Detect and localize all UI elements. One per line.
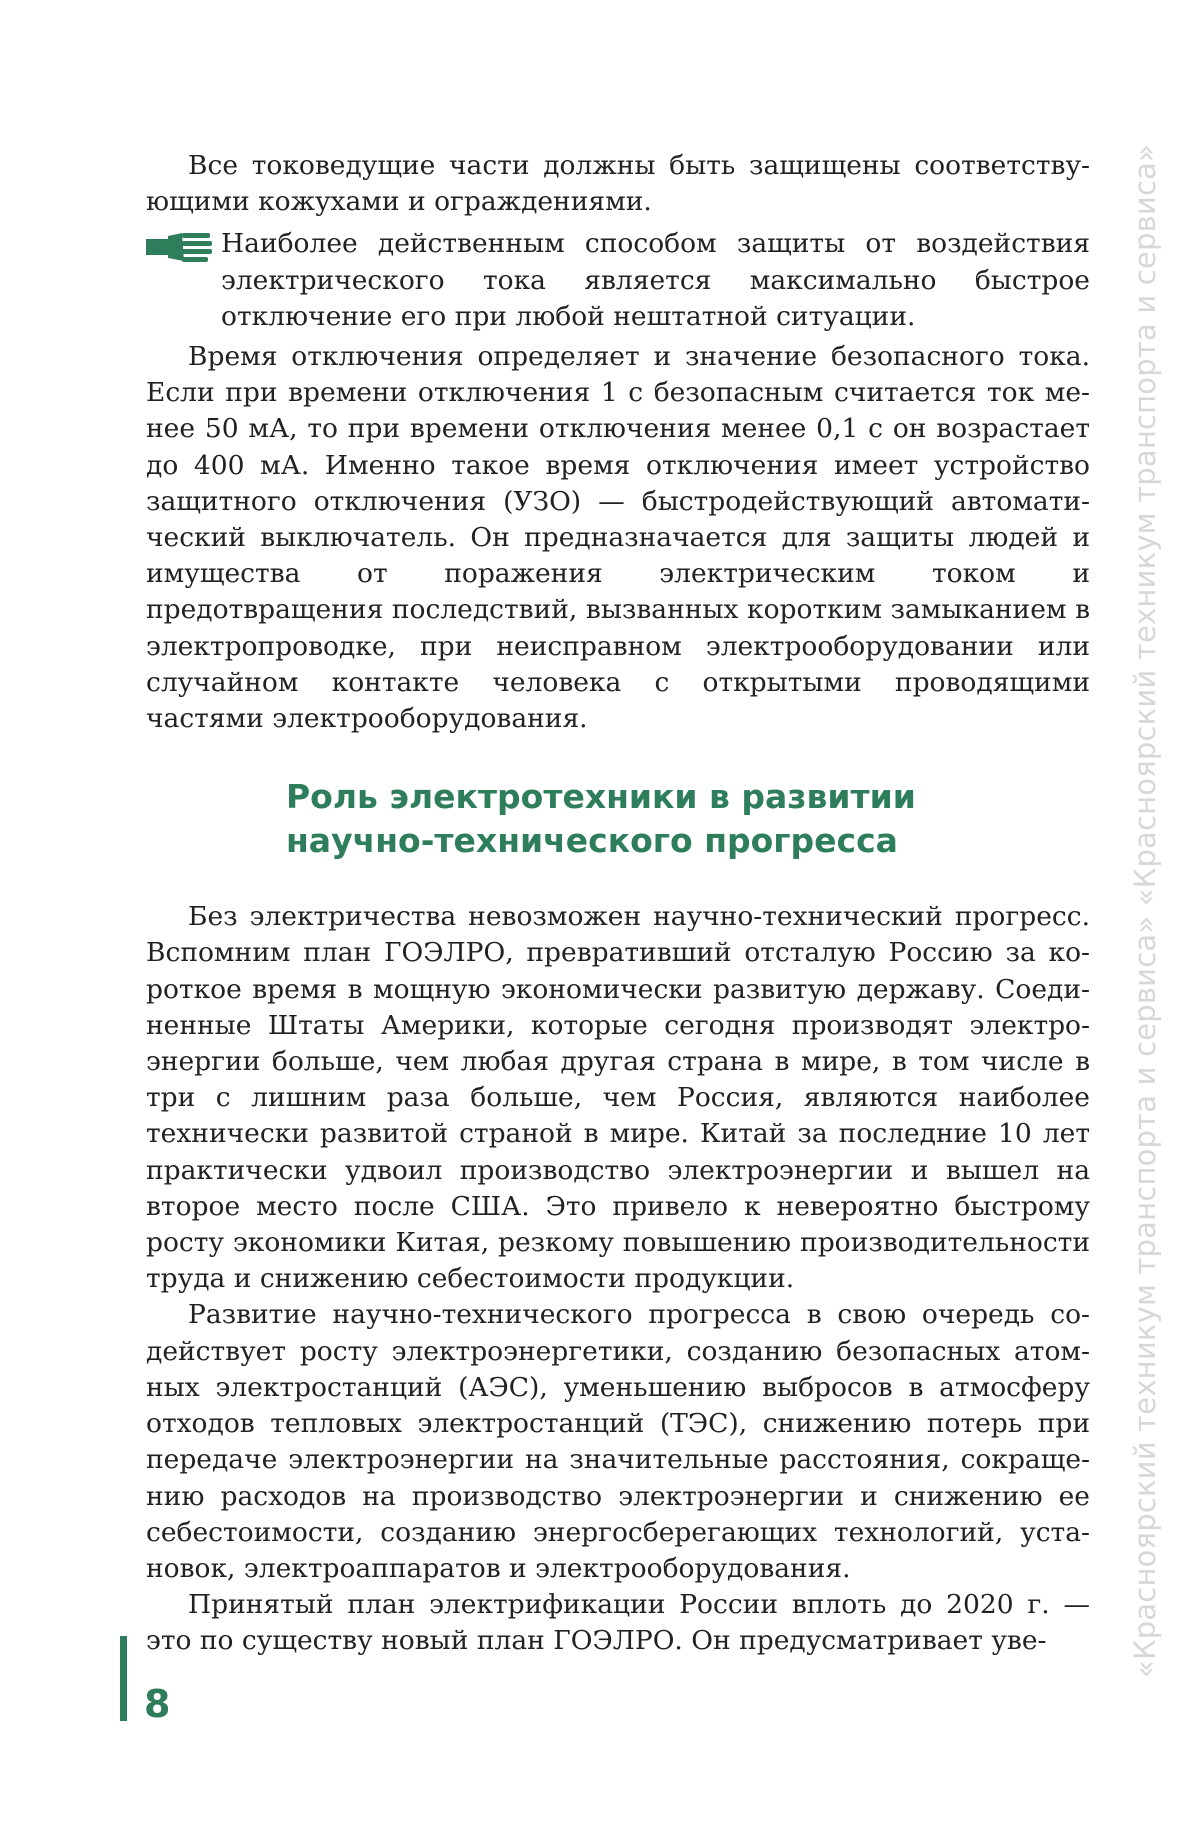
section-heading [146, 775, 1090, 863]
paragraph-development: Развитие научно-технического прогресса в свою очередь со­действует росту электроэнергетики, созданию безопасных атом­ных электростанций (АЭС), уменьшению выбросов в атмосферу отходов тепловых электростанций (ТЭС), снижению потерь при передаче электроэнергии на значительные расстояния, сокраще­нию расходов на производство электроэнергии и снижению ее себестоимости, созданию энергосберегающих технологий, уста­новок, электроаппаратов и электрооборудования. [146, 1297, 1090, 1587]
page-number-bar [120, 1636, 127, 1721]
paragraph-progress: Без электричества невозможен научно-технический прогресс. Вспомним план ГОЭЛРО, превративший отсталую Россию за ко­роткое время в мощную экономически развитую державу. Соеди­ненные Штаты Америки, которые сегодня производят электро­энергии больше, чем любая другая страна в мире, в том числе в три с лишним раза больше, чем Россия, являются наиболее техни­чески развитой страной в мире. Китай за последние 10 лет прак­тически удвоил производство электроэнергии и вышел на второе место после США. Это привело к невероятно быстрому росту эко­номики Китая, резкому повышению производительности труда и снижению себестоимости продукции. [146, 899, 1090, 1297]
section-heading-line-2: научно-технического прогресса [286, 819, 1090, 863]
note-block [146, 226, 1090, 335]
note-text: Наиболее действенным способом защиты от воздействия элек­трического тока является максимально быстрое отключение его при любой нештатной ситуации. [146, 226, 1090, 335]
paragraph-guards: Все токоведущие части должны быть защищены соответству­ющими кожухами и ограждениями. [146, 148, 1090, 220]
page-number: 8 [144, 1682, 170, 1726]
paragraph-plan: Принятый план электрификации России вплоть до 2020 г. — это по существу новый план ГОЭЛРО. Он предусматривает уве- [146, 1587, 1090, 1659]
section-heading-line-1: Роль электротехники в развитии [286, 775, 1090, 819]
page-body [146, 148, 1090, 1660]
side-watermark: «Красноярский техникум транспорта и сервиса» «Красноярский техникум транспорта и сервиса» [1125, 11, 1165, 1811]
hand-pointer-icon [146, 230, 214, 264]
paragraph-disconnect-time: Время отключения определяет и значение безопасного тока. Если при времени отключения 1 с безопасным считается ток ме­нее 50 мА, то при времени отключения менее 0,1 с он возраста­ет до 400 мА. Именно такое время отключения имеет устройство защитного отключения (УЗО) — быстродействующий автомати­ческий выключатель. Он предназначается для защиты людей и имущества от поражения электрическим током и предотвращения последствий, вызванных коротким замыканием в электропровод­ке, при неисправном электрооборудовании или случайном контак­те человека с открытыми проводящими частями электрооборудо­вания. [146, 339, 1090, 737]
